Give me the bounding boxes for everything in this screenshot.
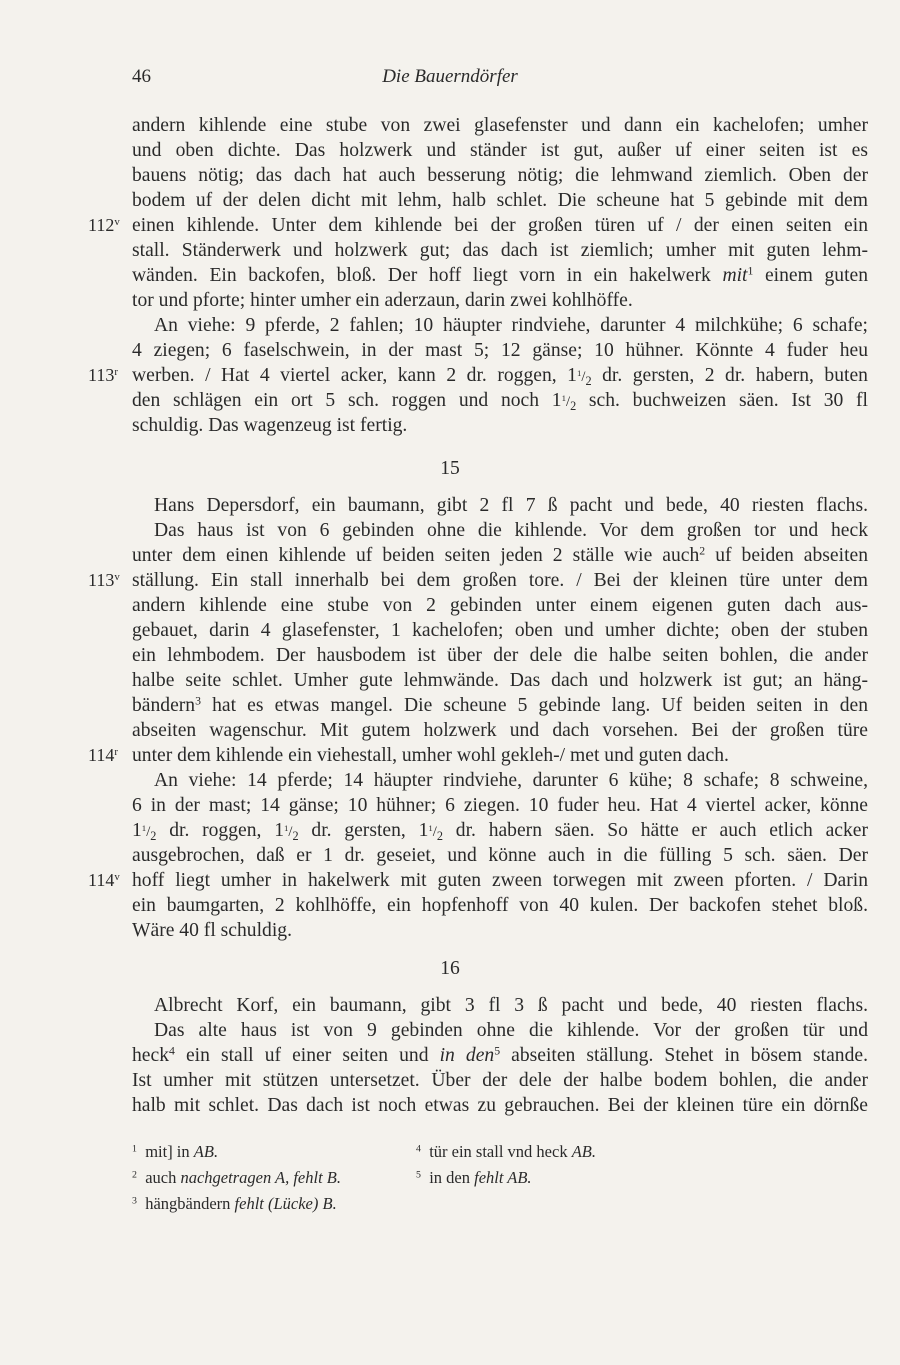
footnote: $^5$ in den fehlt AB. — [416, 1168, 532, 1187]
text-line: halb mit schlet. Das dach ist noch etwas zu gebrauchen. Bei der kleinen türe ein dörnße — [132, 1095, 868, 1116]
text-line: ausgebrochen, daß er 1 dr. geseiet, und könne auch in die fülling 5 sch. säen. Der — [132, 845, 868, 866]
margin-folio-note: 114$^v$ — [88, 870, 120, 890]
text-line: tor und pforte; hinter umher ein aderzaun, darin zwei kohlhöffe. — [132, 290, 633, 311]
text-line: Das haus ist von 6 gebinden ohne die kihlende. Vor dem großen tor und heck — [154, 520, 868, 541]
text-line: bauens nötig; das dach hat auch besserung nötig; die lehmwand ziemlich. Oben der — [132, 165, 868, 186]
margin-folio-note: 112$^v$ — [88, 215, 120, 235]
text-line: bodem uf der delen dicht mit lehm, halb schlet. Die scheune hat 5 gebinde mit dem — [132, 190, 868, 211]
text-line: andern kihlende eine stube von zwei glasefenster und dann ein kachelofen; umher — [132, 115, 868, 136]
running-title: Die Bauerndörfer — [382, 66, 518, 87]
text-line: den schlägen ein ort 5 sch. roggen und noch $1^1/_2$ sch. buchweizen säen. Ist 30 fl — [132, 390, 868, 413]
text-line: $1^1/_2$ dr. roggen, $1^1/_2$ dr. gersten, $1^1/_2$ dr. habern säen. So hätte er auch etlich acker — [132, 820, 869, 843]
text-line: stall. Ständerwerk und holzwerk gut; das dach ist ziemlich; umher mit guten lehm- — [132, 240, 868, 261]
margin-folio-note: 114$^r$ — [88, 745, 118, 765]
text-line: gebauet, darin 4 glasefenster, 1 kachelofen; oben und umher dichte; oben der stuben — [132, 620, 868, 641]
margin-folio-note: 113$^v$ — [88, 570, 120, 590]
page-header — [0, 66, 900, 96]
text-line: bändern$^3$ hat es etwas mangel. Die scheune 5 gebinde lang. Uf beiden seiten in den — [132, 694, 869, 716]
text-line: halbe seite schlet. Umher gute lehmwände. Das dach und holzwerk ist gut; an häng- — [132, 670, 868, 691]
page-number: 46 — [132, 66, 151, 87]
text-line: wänden. Ein backofen, bloß. Der hoff liegt vorn in ein hakelwerk mit$^1$ einem guten — [132, 264, 869, 286]
text-line: 4 ziegen; 6 faselschwein, in der mast 5; 12 gänse; 10 hühner. Könnte 4 fuder heu — [132, 340, 868, 361]
text-line: einen kihlende. Unter dem kihlende bei der großen türen uf / der einen seiten ein — [132, 215, 868, 236]
text-line: andern kihlende eine stube von 2 gebinden unter einem eigenen guten dach aus- — [132, 595, 868, 616]
text-line: ställung. Ein stall innerhalb bei dem großen tore. / Bei der kleinen türe unter dem — [132, 570, 868, 591]
footnote: $^2$ auch nachgetragen A, fehlt B. — [132, 1168, 342, 1187]
text-line: Das alte haus ist von 9 gebinden ohne die kihlende. Vor der großen tür und — [154, 1020, 868, 1041]
text-line: Albrecht Korf, ein baumann, gibt 3 fl 3 ß pacht und bede, 40 riesten flachs. — [154, 995, 868, 1016]
text-line: ein lehmbodem. Der hausbodem ist über der dele die halbe seiten bohlen, die ander — [132, 645, 868, 666]
text-line: 6 in der mast; 14 gänse; 10 hühner; 6 ziegen. 10 fuder heu. Hat 4 viertel acker, könne — [132, 795, 868, 816]
text-line: und oben dichte. Das holzwerk und ständer ist gut, außer uf einer seiten ist es — [132, 140, 868, 161]
text-line: hoff liegt umher in hakelwerk mit guten zween torwegen mit zween pforten. / Darin — [132, 870, 868, 891]
text-line: Hans Depersdorf, ein baumann, gibt 2 fl 7 ß pacht und bede, 40 riesten flachs. — [154, 495, 868, 516]
text-line: heck$^4$ ein stall uf einer seiten und in den$^5$ abseiten ställung. Stehet in bösem stande. — [132, 1044, 868, 1066]
section-number: 16 — [440, 958, 460, 979]
text-line: ein baumgarten, 2 kohlhöffe, ein hopfenhoff von 40 kulen. Der backofen stehet bloß. — [132, 895, 868, 916]
footnote: $^1$ mit] in AB. — [132, 1142, 219, 1161]
footnote: $^4$ tür ein stall vnd heck AB. — [416, 1142, 596, 1161]
text-line: Ist umher mit stützen untersetzet. Über der dele der halbe bodem bohlen, die ander — [132, 1070, 868, 1091]
text-line: schuldig. Das wagenzeug ist fertig. — [132, 415, 408, 436]
text-line: An viehe: 9 pferde, 2 fahlen; 10 häupter rindviehe, darunter 4 milchkühe; 6 schafe; — [154, 315, 868, 336]
footnote: $^3$ hängbändern fehlt (Lücke) B. — [132, 1194, 337, 1213]
text-line: unter dem kihlende ein viehestall, umher wohl gekleh-/ met und guten dach. — [132, 745, 729, 766]
margin-folio-note: 113$^r$ — [88, 365, 118, 385]
section-number: 15 — [440, 458, 460, 479]
text-line: unter dem einen kihlende uf beiden seiten jeden 2 ställe wie auch$^2$ uf beiden abseiten — [132, 544, 869, 566]
text-line: abseiten wagenschur. Mit gutem holzwerk und dach vorsehen. Bei der großen türe — [132, 720, 868, 741]
text-line: Wäre 40 fl schuldig. — [132, 920, 292, 941]
text-line: werben. / Hat 4 viertel acker, kann 2 dr. roggen, $1^1/_2$ dr. gersten, 2 dr. habern, buten — [132, 365, 868, 388]
text-line: An viehe: 14 pferde; 14 häupter rindviehe, darunter 6 kühe; 8 schafe; 8 schweine, — [154, 770, 868, 791]
